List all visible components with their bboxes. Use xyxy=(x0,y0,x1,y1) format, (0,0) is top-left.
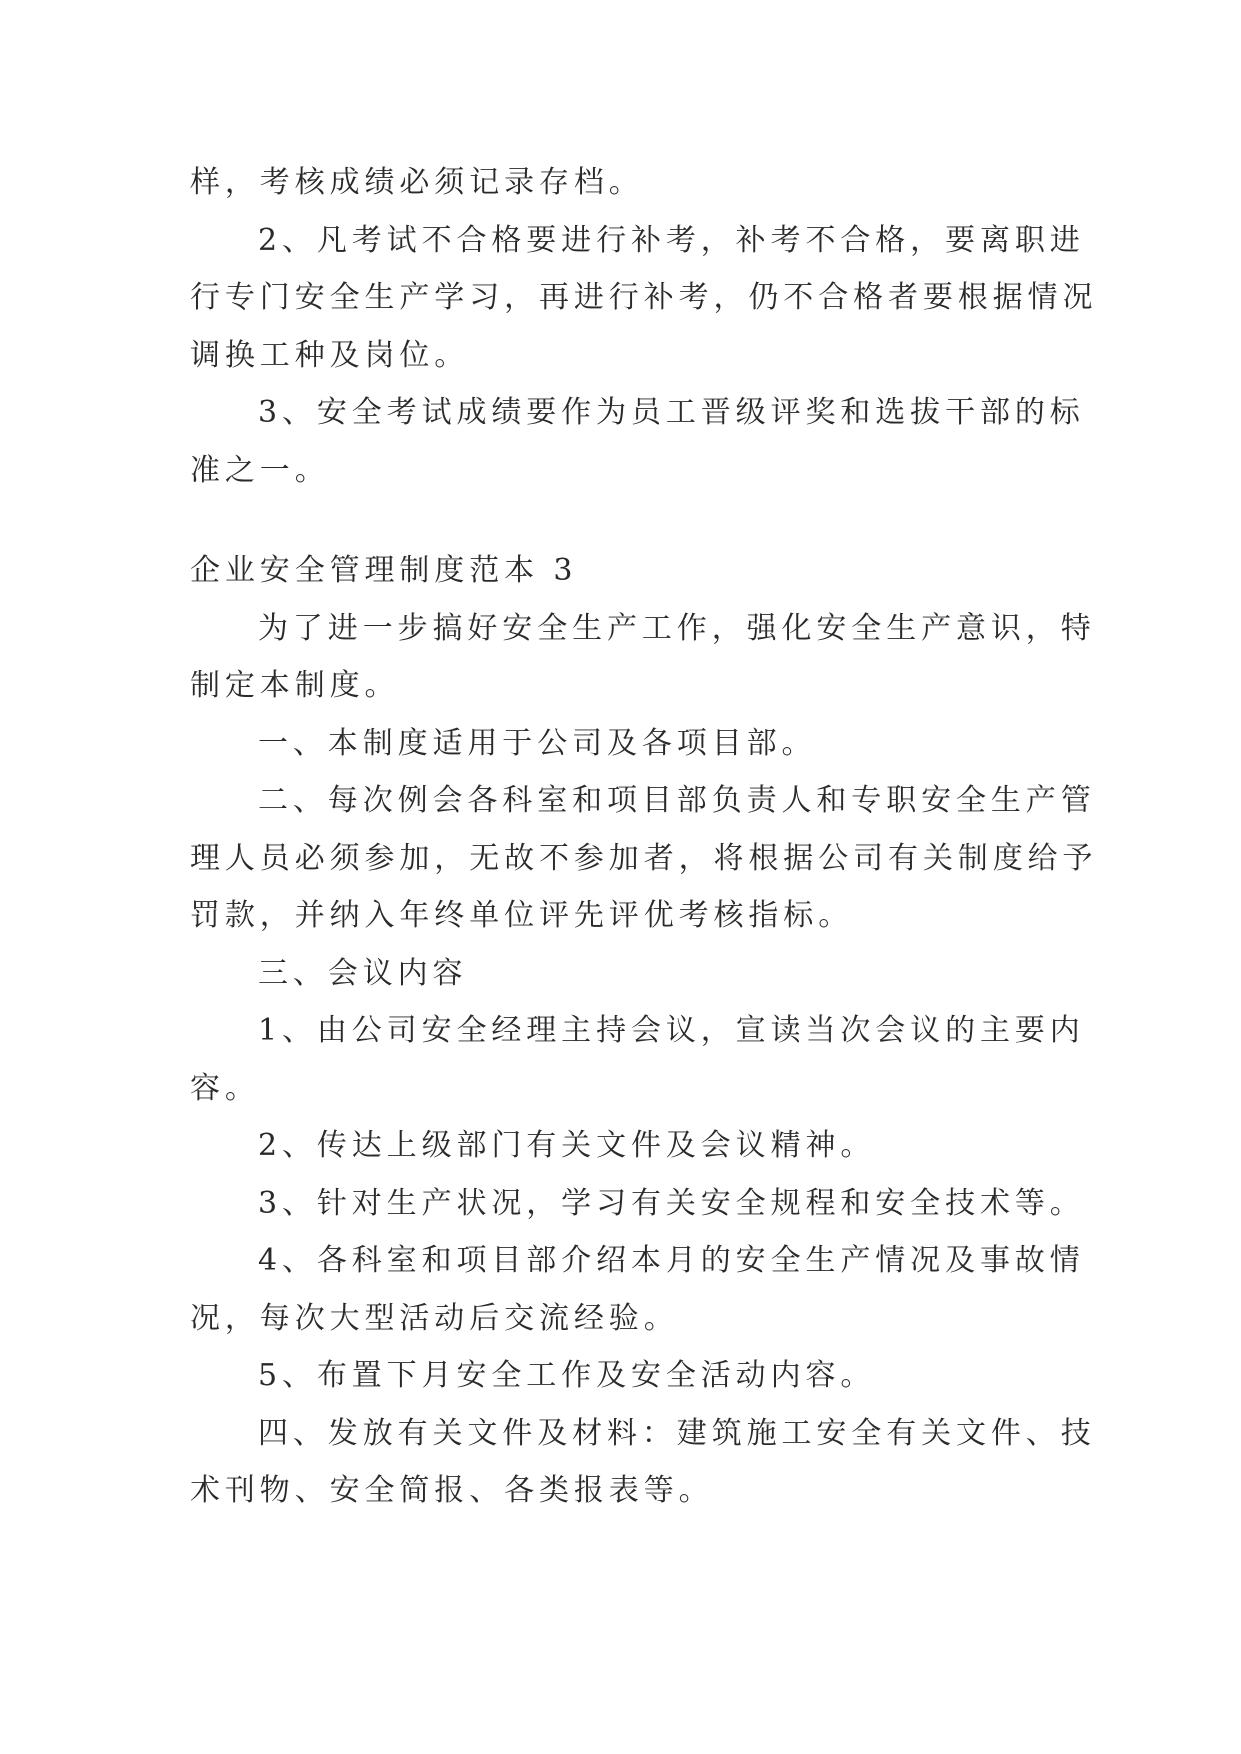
paragraph-line: 准之一。 xyxy=(190,452,330,488)
paragraph-line: 三、会议内容 xyxy=(258,955,468,991)
section-3 xyxy=(190,550,1098,1511)
paragraph-line: 3、安全考试成绩要作为员工晋级评奖和选拔干部的标 xyxy=(258,395,1085,430)
paragraph-line: 况，每次大型活动后交流经验。 xyxy=(190,1300,679,1336)
paragraph-line: 样，考核成绩必须记录存档。 xyxy=(190,165,644,200)
paragraph-line: 3、针对生产状况，学习有关安全规程和安全技术等。 xyxy=(258,1185,1085,1221)
document-page xyxy=(190,162,1098,1528)
paragraph-line: 一、本制度适用于公司及各项目部。 xyxy=(258,725,817,761)
paragraph-line: 四、发放有关文件及材料：建筑施工安全有关文件、技 xyxy=(258,1415,1096,1451)
paragraph-line: 为了进一步搞好安全生产工作，强化安全生产意识，特 xyxy=(258,610,1096,646)
paragraph-line: 行专门安全生产学习，再进行补考，仍不合格者要根据情况 xyxy=(190,280,1098,315)
paragraph-line: 制定本制度。 xyxy=(190,668,400,703)
paragraph-line: 5、布置下月安全工作及安全活动内容。 xyxy=(258,1358,876,1393)
paragraph-line: 2、传达上级部门有关文件及会议精神。 xyxy=(258,1128,876,1163)
paragraph-line: 二、每次例会各科室和项目部负责人和专职安全生产管 xyxy=(258,783,1096,818)
paragraph-line: 容。 xyxy=(190,1070,260,1106)
paragraph-line: 罚款，并纳入年终单位评先评优考核指标。 xyxy=(190,898,854,933)
section-title: 企业安全管理制度范本 3 xyxy=(190,553,578,588)
paragraph-line: 术刊物、安全简报、各类报表等。 xyxy=(190,1473,714,1508)
paragraph-line: 2、凡考试不合格要进行补考，补考不合格，要离职进 xyxy=(258,222,1085,258)
previous-section-continuation xyxy=(190,162,1098,491)
section-gap xyxy=(190,507,1056,550)
paragraph-line: 1、由公司安全经理主持会议，宣读当次会议的主要内 xyxy=(258,1013,1085,1048)
paragraph-line: 理人员必须参加，无故不参加者，将根据公司有关制度给予 xyxy=(190,840,1098,876)
paragraph-line: 调换工种及岗位。 xyxy=(190,337,470,373)
paragraph-line: 4、各科室和项目部介绍本月的安全生产情况及事故情 xyxy=(258,1243,1085,1278)
